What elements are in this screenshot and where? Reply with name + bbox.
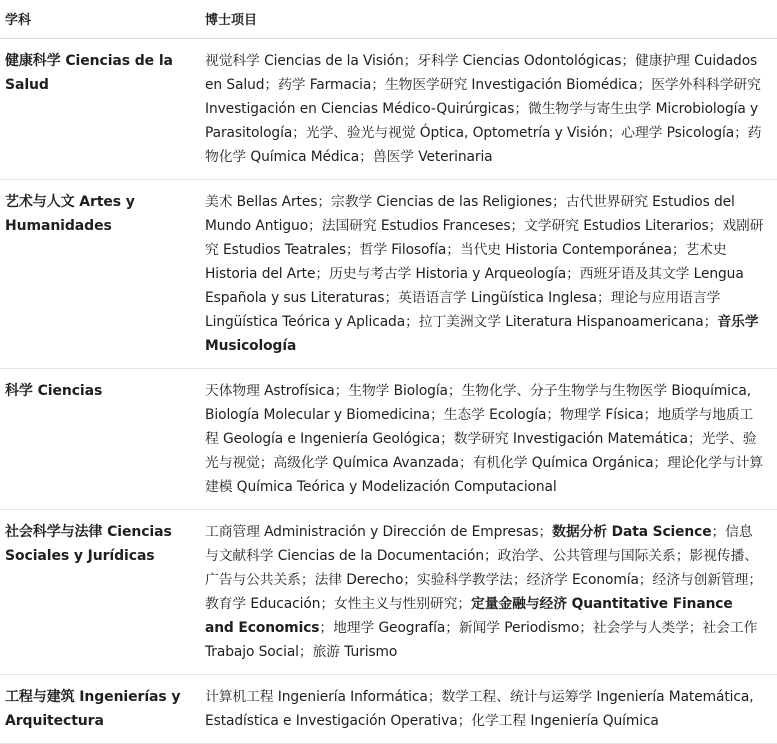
table-row: [0, 369, 777, 510]
subject-column-header: 学科: [0, 0, 200, 39]
table-row: [0, 510, 777, 675]
program-text: ；信息与文献科学 Ciencias de la Documentación；政治学、公共管理与国际关系；影视传播、广告与公共关系；法律 Derecho；实验科学教学法；经济学 Economía；经济与创新管理；教育学 Educación；女性主义与性别研究；: [205, 524, 763, 612]
table-row: [0, 675, 777, 744]
programs-cell: [200, 510, 777, 675]
table-body: [0, 39, 777, 744]
program-text: 工商管理 Administración y Dirección de Empresas；: [205, 524, 553, 540]
programs-cell: [200, 675, 777, 744]
program-text: ；地理学 Geografía；新闻学 Periodismo；社会学与人类学；社会工作 Trabajo Social；旅游 Turismo: [205, 620, 758, 660]
program-highlight: 音乐学 Musicología: [205, 314, 759, 354]
programs-column-header: 博士项目: [200, 0, 777, 39]
subject-cell: 社会科学与法律 Ciencias Sociales y Jurídicas: [0, 510, 200, 675]
table-row: [0, 180, 777, 369]
program-text: 天体物理 Astrofísica；生物学 Biología；生物化学、分子生物学与生物医学 Bioquímica, Biología Molecular y Biomedicina；生态学 Ecología；物理学 Física；地质学与地质工程 Geología e Ingeniería Geológica；数学研究 Investigación Matemática；光学、验光与视觉；高级化学 Química Avanzada；有机化学 Química Orgánica；理论化学与计算建模 Química Teórica y Modelización Computacional: [205, 383, 763, 495]
subject-cell: 科学 Ciencias: [0, 369, 200, 510]
programs-cell: [200, 39, 777, 180]
table-row: [0, 39, 777, 180]
program-text: 计算机工程 Ingeniería Informática；数学工程、统计与运筹学 Ingeniería Matemática, Estadística e Investigación Operativa；化学工程 Ingeniería Química: [205, 689, 754, 729]
program-highlight: 数据分析 Data Science: [552, 524, 712, 540]
program-text: 视觉科学 Ciencias de la Visión；牙科学 Ciencias Odontológicas；健康护理 Cuidados en Salud；药学 Farmacia；生物医学研究 Investigación Biomédica；医学外科科学研究 Investigación en Ciencias Médico-Quirúrgicas；微生物学与寄生虫学 Microbiología y Parasitología；光学、验光与视觉 Óptica, Optometría y Visión；心理学 Psicología；药物化学 Química Médica；兽医学 Veterinaria: [205, 53, 762, 165]
table-header-row: [0, 0, 777, 39]
programs-cell: [200, 180, 777, 369]
subject-cell: 健康科学 Ciencias de la Salud: [0, 39, 200, 180]
programs-cell: [200, 369, 777, 510]
program-highlight: 定量金融与经济 Quantitative Finance and Economics: [205, 596, 733, 636]
program-text: 美术 Bellas Artes；宗教学 Ciencias de las Religiones；古代世界研究 Estudios del Mundo Antiguo；法国研究 Estudios Franceses；文学研究 Estudios Literarios；戏剧研究 Estudios Teatrales；哲学 Filosofía；当代史 Historia Contemporánea；艺术史 Historia del Arte；历史与考古学 Historia y Arqueología；西班牙语及其文学 Lengua Española y sus Literaturas；英语语言学 Lingüística Inglesa；理论与应用语言学 Lingüística Teórica y Aplicada；拉丁美洲文学 Literatura Hispanoamericana；: [205, 194, 764, 330]
subject-cell: 艺术与人文 Artes y Humanidades: [0, 180, 200, 369]
subject-cell: 工程与建筑 Ingenierías y Arquitectura: [0, 675, 200, 744]
